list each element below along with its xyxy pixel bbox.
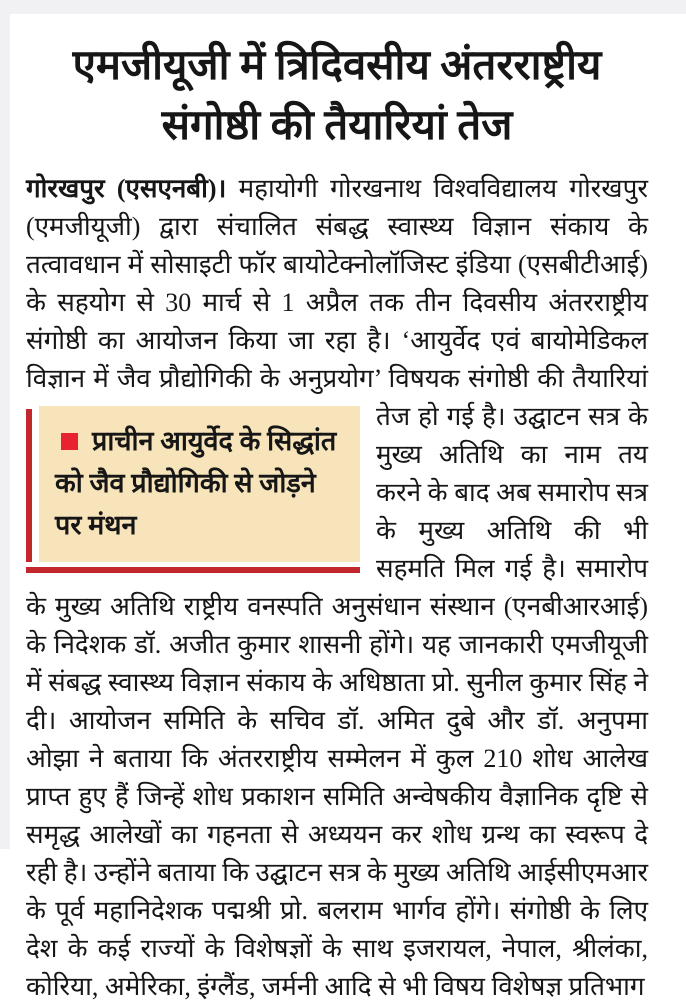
article bbox=[10, 14, 670, 1001]
highlight-box-content bbox=[39, 406, 360, 562]
body-text-before-box: महायोगी गोरखनाथ विश्वविद्यालय गोरखपुर (एमजीयूजी) द्वारा संचालित संबद्ध स्वास्थ्य विज्ञान संकाय के तत्वावधान में सोसाइटी फॉर बायोटेक्नोलॉजिस्ट इंडिया (एसबीटीआई) के सहयोग से 30 मार्च से 1 अप्रैल तक तीन दिवसीय अंतरराष्ट्रीय संगोष्ठी का आयोजन किया जा रहा है। ‘आयुर्वेद एवं बायोमेडिकल विज्ञान में जैव प्रौद्योगिकी के अनुप्रयोग’ विषयक bbox=[26, 174, 648, 393]
article-body bbox=[26, 170, 648, 1006]
scan-edge-left bbox=[0, 0, 10, 849]
scan-edge-top bbox=[0, 0, 686, 14]
dateline: गोरखपुर (एसएनबी)। bbox=[26, 174, 227, 203]
highlight-inset-box bbox=[26, 406, 360, 573]
article-headline: एमजीयूजी में त्रिदिवसीय अंतरराष्ट्रीय संगोष्ठी की तैयारियां तेज bbox=[72, 43, 602, 149]
highlight-box-text: प्राचीन आयुर्वेद के सिद्धांत को जैव प्रौद्योगिकी से जोड़ने पर मंथन bbox=[55, 426, 337, 540]
red-square-bullet-icon bbox=[61, 433, 78, 450]
body-text-after-box: संगोष्ठी की तैयारियां तेज हो गई है। उद्घाटन सत्र के मुख्य अतिथि का नाम तय करने के बाद अब समारोप सत्र के मुख्य अतिथि की भी सहमति मिल गई है। समारोप के मुख्य अतिथि राष्ट्रीय वनस्पति अनुसंधान संस्थान (एनबीआरआई) के निदेशक डॉ. अजीत कुमार शासनी होंगे। यह जानकारी एमजीयूजी में संबद्ध स्वास्थ्य विज्ञान संकाय के अधिष्ठाता प्रो. सुनील कुमार सिंह ने दी। आयोजन समिति के सचिव डॉ. अमित दुबे और डॉ. अनुपमा ओझा ने बताया कि अंतरराष्ट्रीय सम्मेलन में कुल 210 शोध आलेख प्राप्त हुए हैं जिन्हें शोध प्रकाशन समिति अन्वेषकीय वैज्ञानिक दृष्टि से समृद्ध आलेखों का गहनता से अध्ययन कर शोध ग्रन्थ का स्वरूप दे रही है। उन्होंने बताया कि उद्घाटन सत्र के मुख्य अतिथि आईसीएमआर के पूर्व महानिदेशक पद्मश्री प्रो. बलराम भार्गव होंगे। संगोष्ठी के लिए देश के कई राज्यों के विशेषज्ञों के साथ इजरायल, नेपाल, श्रीलंका, कोरिया, अमेरिका, इंग्लैंड, जर्मनी आदि से भी विषय विशेषज्ञ प्रतिभाग bbox=[26, 364, 648, 1001]
